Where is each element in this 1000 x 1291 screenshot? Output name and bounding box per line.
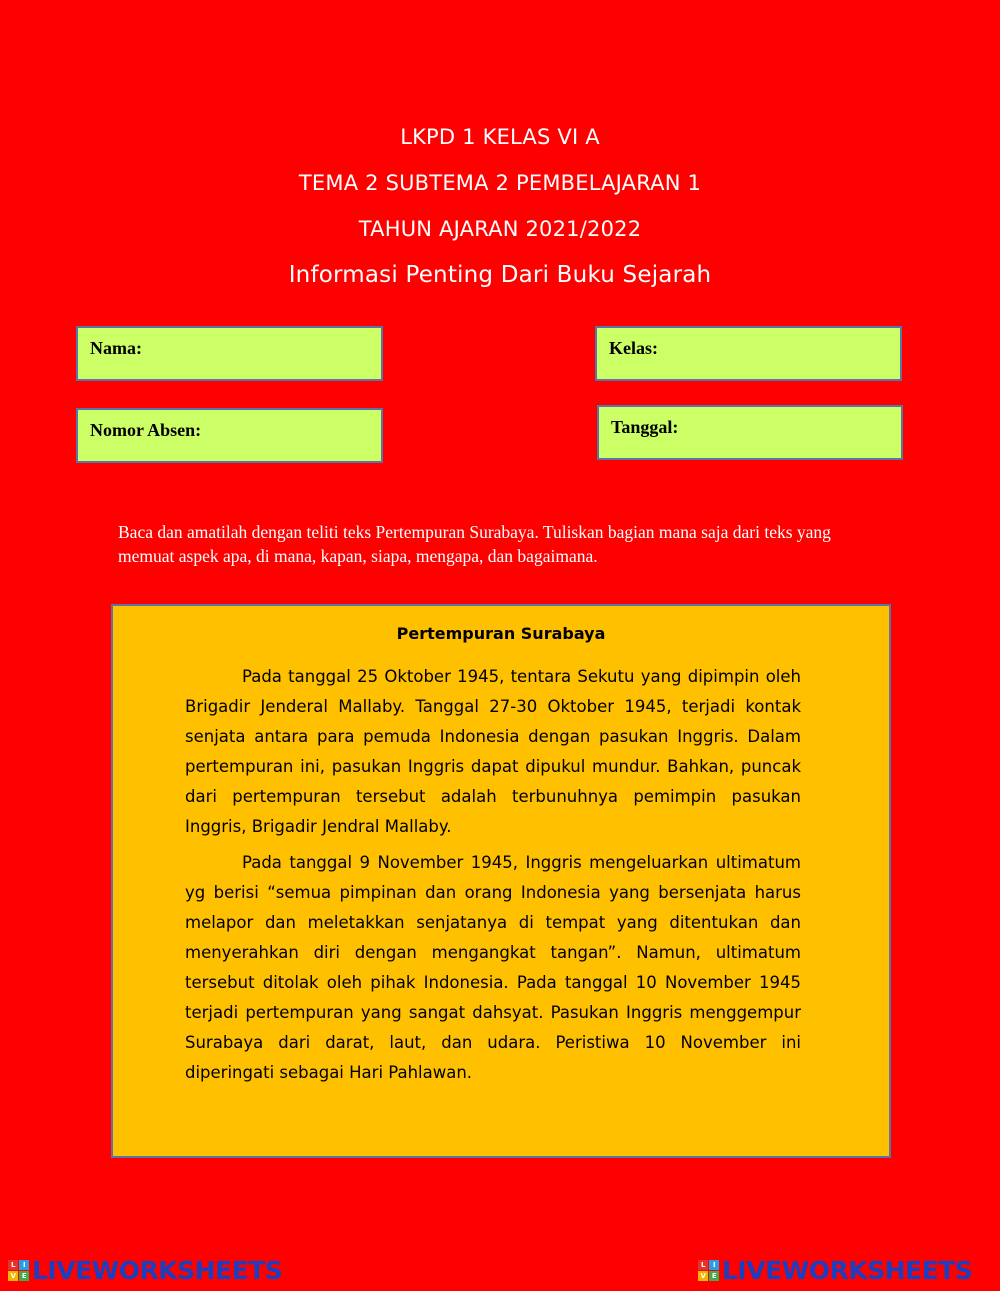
nama-field[interactable] [76, 326, 383, 381]
header-theme-line: TEMA 2 SUBTEMA 2 PEMBELAJARAN 1 [298, 171, 702, 195]
mark-letter-v: V [8, 1271, 18, 1281]
nama-label: Nama: [90, 338, 142, 358]
instructions-text: Baca dan amatilah dengan teliti teks Pertempuran Surabaya. Tuliskan bagian mana saja dari teks yang memuat aspek apa, di mana, kapan, siapa, mengapa, dan bagaimana. [118, 522, 831, 566]
story-box [111, 604, 891, 1158]
liveworksheets-mark-icon [698, 1260, 719, 1281]
liveworksheets-logo-left [8, 1255, 282, 1285]
kelas-field[interactable] [595, 326, 902, 381]
liveworksheets-logo-right [698, 1255, 972, 1285]
story-paragraph-1: Pada tanggal 25 Oktober 1945, tentara Sekutu yang dipimpin oleh Brigadir Jenderal Mallaby. Tanggal 27-30 Oktober 1945, terjadi kontak senjata antara para pemuda Indonesia dengan pasukan Inggris. Dalam pertempuran ini, pasukan Inggris dapat dipukul mundur. Bahkan, puncak dari pertempuran tersebut adalah terbunuhnya pemimpin pasukan Inggris, Brigadir Jendral Mallaby. [185, 667, 801, 836]
kelas-label: Kelas: [609, 338, 658, 358]
header-class-line: LKPD 1 KELAS VI A [400, 125, 600, 149]
mark-letter-l: L [8, 1260, 18, 1270]
logo-text-left: LIVEWORKSHEETS [32, 1255, 283, 1285]
mark-letter-v: V [698, 1271, 708, 1281]
mark-letter-e: E [709, 1271, 719, 1281]
mark-letter-e: E [19, 1271, 29, 1281]
header-year-line: TAHUN AJARAN 2021/2022 [358, 217, 642, 241]
story-title: Pertempuran Surabaya [396, 624, 606, 643]
header-subtitle: Informasi Penting Dari Buku Sejarah [288, 262, 712, 288]
mark-letter-l: L [698, 1260, 708, 1270]
mark-letter-i: I [709, 1260, 719, 1270]
nomor-absen-field[interactable] [76, 408, 383, 463]
mark-letter-i: I [19, 1260, 29, 1270]
nomor-absen-label: Nomor Absen: [90, 420, 202, 440]
story-paragraph-2: Pada tanggal 9 November 1945, Inggris mengeluarkan ultimatum yg berisi “semua pimpinan dan orang Indonesia yang bersenjata harus melapor dan meletakkan senjatanya di tempat yang ditentukan dan menyerahkan diri dengan mengangkat tangan”. Namun, ultimatum tersebut ditolak oleh pihak Indonesia. Pada tanggal 10 November 1945 terjadi pertempuran yang sangat dahsyat. Pasukan Inggris menggempur Surabaya dari darat, laut, dan udara. Peristiwa 10 November ini diperingati sebagai Hari Pahlawan. [185, 853, 801, 1082]
logo-text-right: LIVEWORKSHEETS [722, 1255, 973, 1285]
tanggal-label: Tanggal: [611, 417, 679, 437]
liveworksheets-mark-icon [8, 1260, 29, 1281]
story-body [185, 662, 801, 1094]
tanggal-field[interactable] [597, 405, 903, 460]
worksheet-header [0, 114, 1000, 298]
